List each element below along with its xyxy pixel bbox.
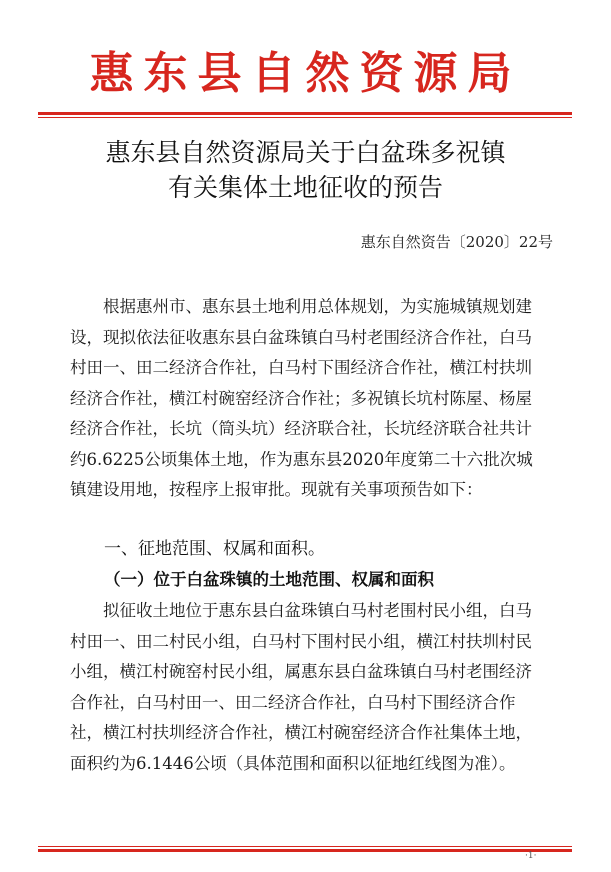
footer-red-rule-thin <box>38 846 572 847</box>
body-paragraph-1: 根据惠州市、惠东县土地利用总体规划，为实施城镇规划建设，现拟依法征收惠东县白盆珠镇白马村老围经济合作社，白马村田一、田二经济合作社，白马村下围经济合作社，横江村扶圳经济合作社，横江村碗窑经济合作社；多祝镇长坑村陈屋、杨屋经济合作社，长坑（筒头坑）经济联合社，长坑经济联合社共计约6.6225公顷集体土地，作为惠东县2020年度第二十六批次城镇建设用地，按程序上报审批。现就有关事项预告如下： <box>70 297 533 499</box>
footer-red-rule-thick <box>38 849 572 852</box>
document-title-line-2: 有关集体土地征收的预告 <box>167 173 443 202</box>
header-red-rule-thin <box>38 117 572 118</box>
body-paragraph-2: 拟征收土地位于惠东县白盆珠镇白马村老围村民小组，白马村田一、田二村民小组，白马村下围村民小组，横江村扶圳村民小组，横江村碗窑村民小组，属惠东县白盆珠镇白马村老围经济合作社，白马村田一、田二经济合作社，白马村下围经济合作社，横江村扶圳经济合作社，横江村碗窑经济合作社集体土地，面积约为6.1446公顷（具体范围和面积以征地红线图为准）。 <box>70 601 532 773</box>
agency-masthead: 惠东县自然资源局 <box>89 48 522 99</box>
subsection-heading-1: （一）位于白盆珠镇的土地范围、权属和面积 <box>104 570 434 589</box>
page-number: ·1· <box>525 851 537 861</box>
section-heading-1: 一、征地范围、权属和面积。 <box>104 539 325 559</box>
document-title-line-1: 惠东县自然资源局关于白盆珠多祝镇 <box>105 138 506 167</box>
document-number: 惠东自然资告〔2020〕22号 <box>360 233 553 251</box>
header-red-rule-thick <box>38 112 572 115</box>
